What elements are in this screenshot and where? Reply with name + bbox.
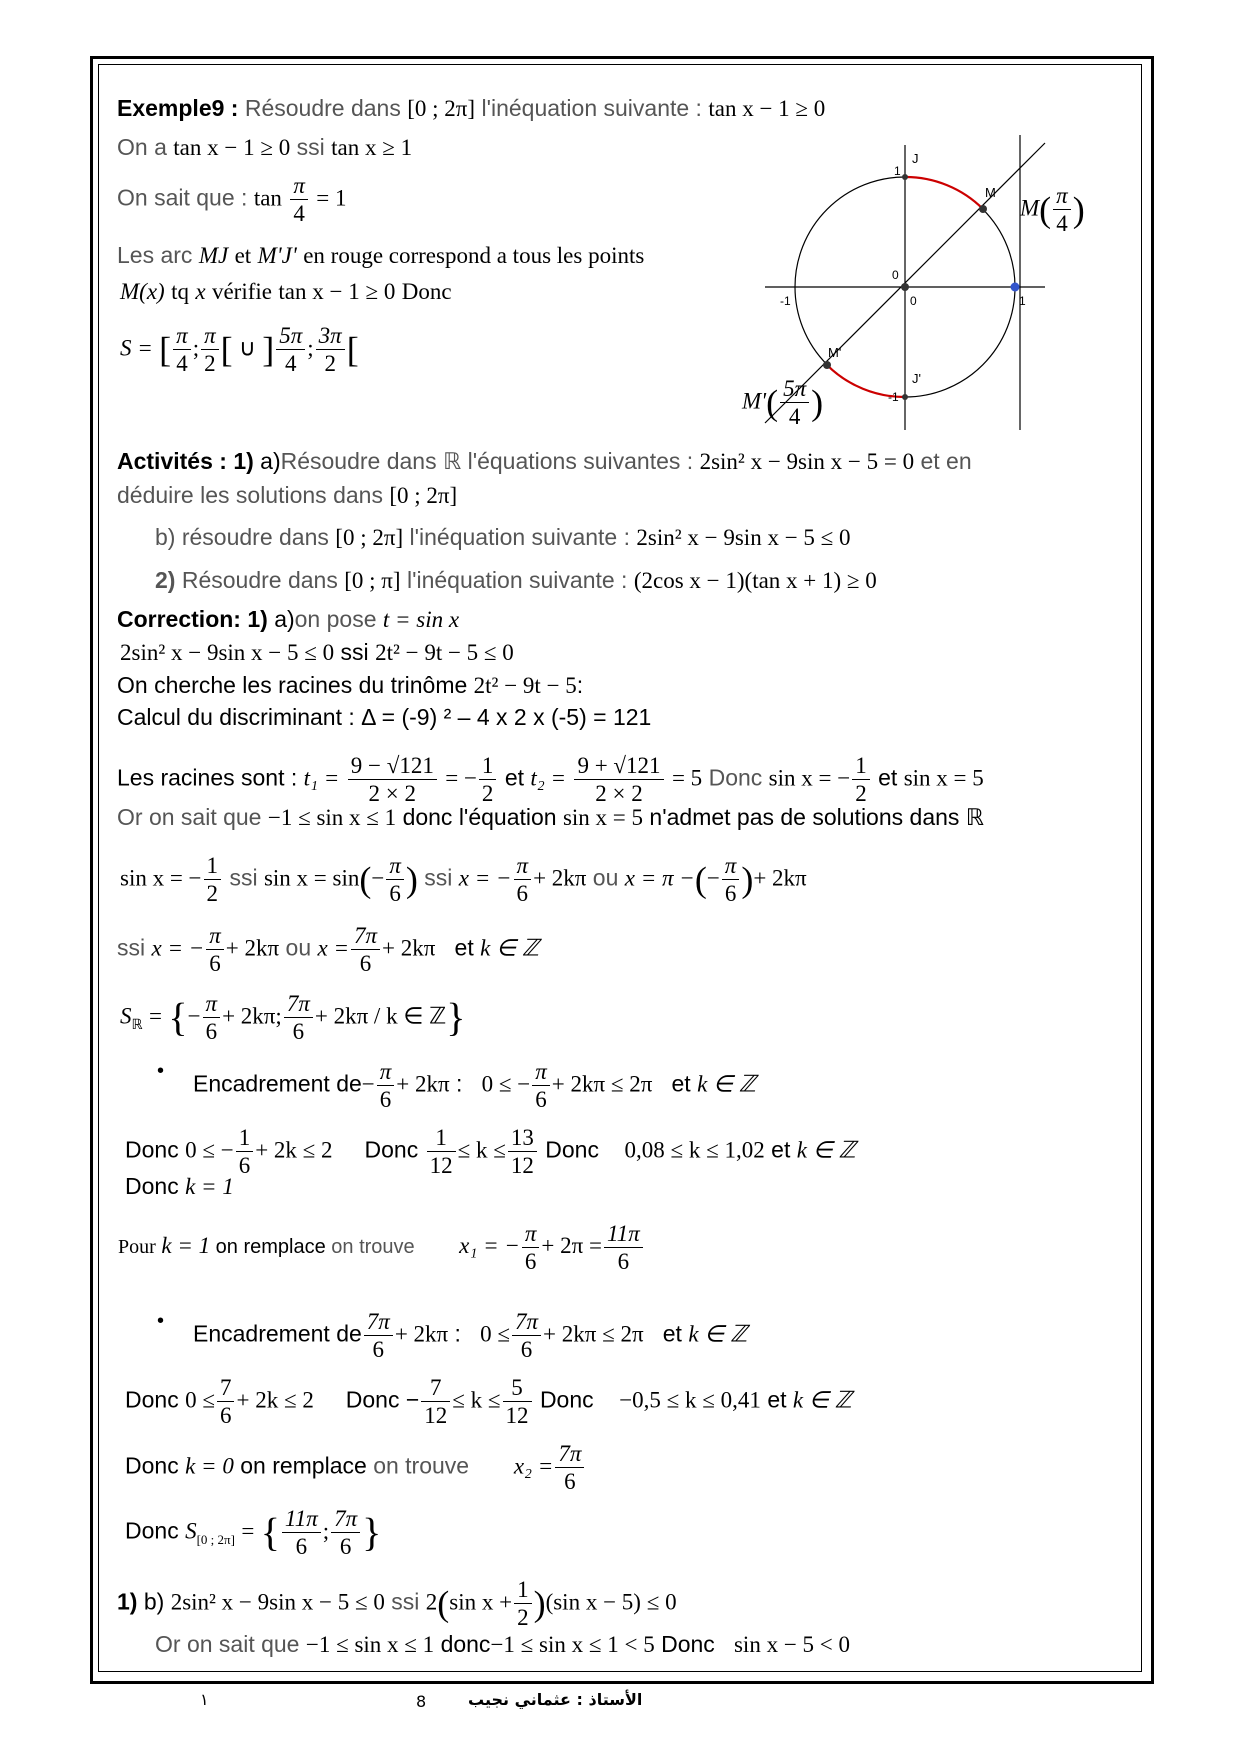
label-m-pi4: M( $\frac{\pi}{4}$ ) — [1020, 183, 1085, 236]
label-zero-1: 0 — [892, 268, 899, 282]
exemple9-line: Exemple9 : Résoudre dans [0 ; 2π] l'inéquation suivante : tan x − 1 ≥ 0 — [117, 95, 826, 121]
point-jp — [902, 394, 908, 400]
author-name: الأستاذ : عثماني نجيب — [468, 1690, 643, 1709]
label-minus1-left: -1 — [780, 294, 791, 308]
activites-b: b) résoudre dans [0 ; 2π] l'inéquation suivante : 2sin² x − 9sin x − 5 ≤ 0 — [155, 524, 851, 550]
correction-discriminant: Calcul du discriminant : Δ = (-9) ² – 4 x 2 x (-5) = 121 — [117, 704, 652, 730]
point-m — [979, 205, 987, 213]
correction-or-on-sait: Or on sait que −1 ≤ sin x ≤ 1 donc l'équation sin x = 5 n'admet pas de solutions dans ℝ — [117, 804, 985, 830]
correction-ssi-line: ssi x = − $\frac{\pi}{6}$ + 2kπ ou x = $\frac{7\pi}{6}$ + 2kπ et k ∈ ℤ — [117, 923, 539, 976]
origin-point — [901, 283, 909, 291]
point-j — [902, 174, 908, 180]
ex9-line3: On sait que : tan $\frac{\pi}{4}$ = 1 — [117, 173, 347, 226]
activites-line1: Activités : 1) a)Résoudre dans ℝ l'équations suivantes : 2sin² x − 9sin x − 5 = 0 et en — [117, 448, 972, 474]
footer-left-mark: ١ — [200, 1690, 209, 1709]
ex9-solution: S = [ $\frac{\pi}{4}$ ; $\frac{\pi}{2}$ [ ∪ ] $\frac{5\pi}{4}$ ; $\frac{3\pi}{2}$ [ — [120, 323, 359, 376]
encadrement-2: Encadrement de $\frac{7\pi}{6}$ + 2kπ : 0 ≤ $\frac{7\pi}{6}$ + 2kπ ≤ 2π et k ∈ ℤ — [193, 1309, 748, 1362]
label-j: J — [912, 151, 919, 166]
activites-2: 2) Résoudre dans [0 ; π] l'inéquation suivante : (2cos x − 1)(tan x + 1) ≥ 0 — [155, 567, 877, 593]
page-number: 8 — [416, 1692, 427, 1711]
donc-k1: Donc k = 1 — [125, 1173, 234, 1199]
donc-k0: Donc k = 0 on remplace on trouve x₂ = $\frac{7\pi}{6}$ — [125, 1440, 586, 1495]
donc-encadrement-1: Donc 0 ≤ − $\frac{1}{6}$ + 2k ≤ 2 Donc $\frac{1}{12}$ ≤ k ≤ $\frac{13}{12}$ Donc 0,08 ≤ k ≤ 1,02 et k ∈ ℤ — [125, 1125, 856, 1178]
correction-line2: 2sin² x − 9sin x − 5 ≤ 0 ssi 2t² − 9t − 5 ≤ 0 — [120, 639, 514, 665]
label-m: M — [985, 185, 996, 200]
bullet-2: • — [157, 1310, 165, 1332]
ex9-line4: Les arc MJ et M'J' en rouge correspond a tous les points — [117, 242, 645, 268]
correction-sin-equation: sin x = − $\frac{1}{2}$ ssi sin x = sin(− $\frac{\pi}{6}$ ) ssi x = − $\frac{\pi}{6}$ + 2kπ ou x = π −(− $\frac{\pi}{6}$ )+ 2kπ — [120, 853, 807, 906]
ex9-line5: M(x) tq x vérifie tan x − 1 ≥ 0 Donc — [120, 279, 452, 304]
final-solution-set: Donc $S_{[0 ; 2\pi]}$ = { $\frac{11\pi}{6}$ ; $\frac{7\pi}{6}$ } — [125, 1506, 382, 1559]
pour-k1: Pour k = 1 on remplace on trouve x₁ = − $\frac{\pi}{6}$ + 2π = $\frac{11\pi}{6}$ — [118, 1220, 645, 1275]
label-minus1-bottom: -1 — [888, 390, 899, 404]
bullet-1: • — [157, 1060, 165, 1082]
donc-encadrement-2: Donc 0 ≤ $\frac{7}{6}$ + 2k ≤ 2 Donc − $\frac{7}{12}$ ≤ k ≤ $\frac{5}{12}$ Donc −0,5 ≤ k ≤ 0,41 et k ∈ ℤ — [125, 1375, 852, 1428]
correction-roots: Les racines sont : t₁ = $\frac{9 - √121}{2 \times 2}$ = − $\frac{1}{2}$ et t₂ = $\frac{9 + √121}{2 \times 2}$ = 5 Donc sin x = − $\frac{1}{2}$ et sin x = 5 — [117, 753, 984, 806]
label-one-right: 1 — [1019, 294, 1026, 308]
correction-line3: On cherche les racines du trinôme 2t² − 9t − 5: — [117, 672, 584, 698]
correction-or-sin: Or on sait que −1 ≤ sin x ≤ 1 donc−1 ≤ sin x ≤ 1 < 5 Donc sin x − 5 < 0 — [155, 1631, 851, 1657]
point-mp — [823, 361, 831, 369]
solution-set-r: $S_ℝ$ = {− $\frac{\pi}{6}$ + 2kπ; $\frac{7\pi}{6}$ + 2kπ / k ∈ ℤ} — [120, 991, 466, 1044]
label-mp-5pi4: M'( $\frac{5\pi}{4}$ ) — [742, 376, 824, 429]
label-one-top: 1 — [894, 164, 901, 178]
activites-line2: déduire les solutions dans [0 ; 2π] — [117, 482, 458, 508]
arc-mj — [905, 177, 983, 209]
label-jp: J' — [912, 371, 921, 386]
label-mp: M' — [828, 345, 842, 360]
point-i — [1011, 283, 1020, 292]
correction-line1: Correction: 1) a)on pose t = sin x — [117, 606, 460, 632]
ex9-line2: On a tan x − 1 ≥ 0 ssi tan x ≥ 1 — [117, 134, 413, 160]
encadrement-1: Encadrement de− $\frac{\pi}{6}$ + 2kπ : 0 ≤ − $\frac{\pi}{6}$ + 2kπ ≤ 2π et k ∈ ℤ — [193, 1059, 756, 1112]
correction-1b: 1) b) 2sin² x − 9sin x − 5 ≤ 0 ssi 2(sin x + $\frac{1}{2}$ )(sin x − 5) ≤ 0 — [117, 1577, 677, 1630]
label-zero-2: 0 — [910, 294, 917, 308]
